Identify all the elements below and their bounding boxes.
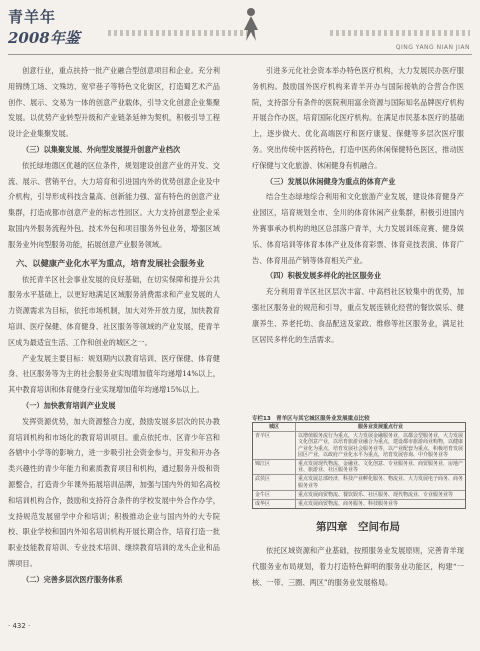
paragraph: 创意行业，重点扶持一批产业融合型创意项目和企业。充分利用锦绣工场、文殊坊、宽窄巷子等特色文化街区，打造蜀艺术产品创作、展示、交易为一体的创意产业载体，引导文化创意企业集聚发展。以优势产业转型升级和产业链条延伸为契机，积极引导工程设计企业集聚发展。 xyxy=(8,66,220,139)
table-header-district: 城区 xyxy=(253,423,296,431)
table-row xyxy=(253,474,465,489)
subsection-heading: （三）发展以休闲健身为重点的体育产业 xyxy=(266,176,396,186)
section-heading: 六、以健康产业化水平为重点，培育发展社会服务业 xyxy=(16,257,205,268)
comparison-table xyxy=(252,422,466,509)
paragraph: 结合生态绿地综合利用和文化旅游产业发展，建设体育健身产业园区，培育规划全市、全川的体育休闲产业集群，积极引进国内外赛事承办机构的地区总部落户青羊，大力发展训练竞赛、健身娱乐、体育培训等体育本体产业及体育彩票、体育竞技表演、体育广告、体育用品产销等体育相关产业。 xyxy=(252,192,464,265)
paragraph: 依托青羊区社会事业发展的良好基础，在切实保障和提升公共服务水平基础上，以更好地满足区域服务消费需求和产业发展的人力资源需求为目标，依托市场机制，加大对外开放力度，加快教育培训、医疗保健、体育健身、社区服务等领域的产业发展，使青羊区成为最适宜生活、工作和创业的城区之一。 xyxy=(8,274,220,347)
table-cell-focus: 重点发展总部经济，科技产业孵化服务、物流业、大力发展电子商务、商务服务业等 xyxy=(298,476,464,489)
chapter-title: 第四章 空间布局 xyxy=(316,521,400,533)
table-cell-district: 锦江区 xyxy=(253,460,296,474)
right-column xyxy=(252,63,464,347)
table-row xyxy=(253,499,465,508)
page-number: · 432 · xyxy=(8,622,31,630)
table-row xyxy=(253,490,465,499)
left-column xyxy=(8,63,220,588)
subsection-heading: （二）完善多层次医疗服务体系 xyxy=(22,574,123,584)
table-cell-focus: 以增值服务流行为重点，大力发展金融服务业，以都会型服务业，大力发展文化创意产业，以培育旅游业融合为重点，建设都市旅游商业购物，以健康产业化为重点，培育发展社会服务业等，以产业配套为重点，积极培育发展园区产业，以政府产业化水平为重点，培育发展咨询、中介服务业等 xyxy=(298,433,464,458)
running-title: QING YANG NIAN JIAN xyxy=(395,44,470,51)
decorative-band-right xyxy=(330,30,470,36)
subsection-heading: （一）加快教育培训产业发展 xyxy=(22,400,116,410)
table-cell-district: 成华区 xyxy=(253,500,296,508)
subsection-heading: （三）以集聚发展、外向型发展提升创意产业档次 xyxy=(22,144,181,154)
subsection-heading: （四）积极发展多样化的社区服务业 xyxy=(266,271,382,281)
table-cell-district: 金牛区 xyxy=(253,491,296,499)
table-row xyxy=(253,459,465,474)
figure-silhouette-icon xyxy=(238,6,264,42)
page-header xyxy=(0,0,480,52)
logo-year: 2008年鉴 xyxy=(8,29,80,47)
table-cell-focus: 重点发展商贸物流、餐饮娱乐、社区服务、现代物流业、专业服务业等 xyxy=(298,491,454,498)
table-cell-district: 武侯区 xyxy=(253,475,296,489)
table-header-row xyxy=(253,423,465,431)
paragraph: 引进多元化社会资本举办特色医疗机构，大力发展民办医疗服务机构。鼓励国外医疗机构来青羊开办与国际接轨的合营合作医院，支持部分有条件的医院利用富余资源与国际知名品牌医疗机构开展合作办医，培育国际化医疗机构。在满足市民基本医疗的基础上，逐步做大、优化高端医疗和医疗康复、保健等多层次医疗服务。突出传统中医药特色，打造中医药休闲保健特色医区，推动医疗保健与文化旅游、休闲健身有机融合。 xyxy=(252,66,464,170)
header-rule xyxy=(8,54,472,55)
table-cell-focus: 重点发展商贸物流、商务服务、科技服务业等 xyxy=(298,501,399,508)
paragraph: 产业发展主要目标：规划期内以教育培训、医疗保健、体育健身、社区服务等为主的社会服务业实现增加值年均递增14%以上，其中教育培训和体育健身行业实现增加值年均递增15%以上。 xyxy=(8,353,220,395)
table-cell-district: 青羊区 xyxy=(253,432,296,459)
chapter-paragraph: 依托区域资源和产业基础，按照服务业发展原则，完善青羊现代服务业布局规划，着力打造特色鲜明的服务业功能区，构建“一核、一带、三圈、两区”的服务业发展格局。 xyxy=(252,546,464,587)
table-header-focus: 服务业发展重点行业 xyxy=(357,424,403,430)
table-cell-focus: 重点发展现代物流、金融业、文化创意、专业服务业、商贸服务业，房地产业、旅游业、社区服务业等 xyxy=(298,461,464,474)
paragraph: 发挥资源优势，加大资源整合力度，鼓励发展多层次的民办教育培训机构和市场化的教育培训项目。重点依托市、区青少年宫和各辖中小学等的影响力，进一步吸引社会资金参与，开发和开办各类兴趣性的青少年能力和素质教育项目和机构，通过服务升级和资源整合，打造青少年课外拓展培训品牌，加强与国内外的知名高校和培训机构合作，鼓励和支持符合条件的学校发展中外合作办学，支持规范发展留学中介和培训；积极推动企业与国内外的大专院校、职业学校和国内外知名培训机构开展长期合作，培育打造一批职业技能教育培训、专业技术培训、继续教育培训的龙头企业和品牌项目。 xyxy=(8,416,220,568)
table-row xyxy=(253,431,465,459)
table-caption: 专栏13 青羊区与其它城区服务业发展重点比较 xyxy=(252,416,370,422)
yearbook-logo xyxy=(8,6,104,46)
paragraph: 依托绿地德区优越的区位条件，规划建设创意产业的开发、交流、展示、营销平台，大力培育和引进国内外的优势创意企业及中介机构，引导形成科技含量高、创新能力强、富有特色的创意产业集群，打造成都市创意产业的标志性园区。大力支持创意型企业采取国内外服务流程外包、技术外包和项目服务外包业务，增强区域服务业外向型服务功能，拓展创意产业服务领域。 xyxy=(8,160,220,249)
paragraph: 充分利用青羊区社区层次丰富、中高档社区较集中的优势，加强社区服务业的规范和引导，重点发展连锁化经营的餐饮娱乐、健康养生、养老托幼、食品配送及家政、维修等社区服务业，满足社区居民多样化的生活需求。 xyxy=(252,287,464,344)
decorative-band-left xyxy=(108,30,258,36)
logo-title: 青羊年 xyxy=(8,8,57,26)
